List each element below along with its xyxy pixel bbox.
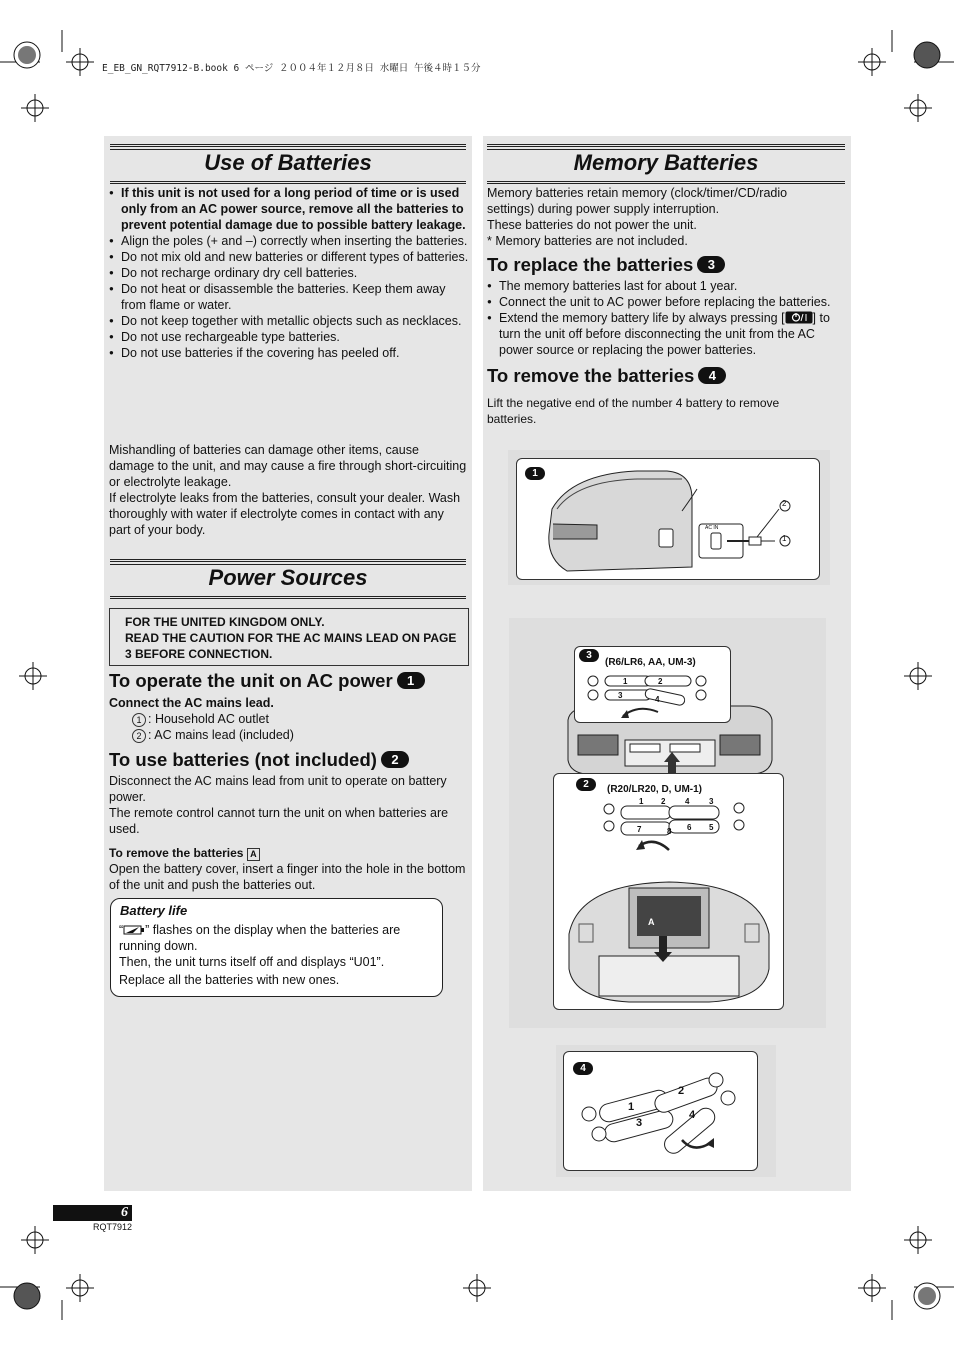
uk-caution-box <box>109 608 469 666</box>
list-item: ● Do not keep together with metallic objects such as necklaces. <box>109 313 469 329</box>
ac-sub: Connect the AC mains lead. <box>109 696 274 710</box>
memory-intro-3: * Memory batteries are not included. <box>487 234 688 248</box>
list-item: ● Do not recharge ordinary dry cell batteries. <box>109 265 469 281</box>
replace-heading-text: To replace the batteries <box>487 254 694 275</box>
battery-low-icon <box>123 925 145 935</box>
battery-life-title: Battery life <box>120 903 188 918</box>
step-badge: 4 <box>698 367 726 384</box>
svg-text:2: 2 <box>661 797 666 806</box>
use-of-batteries-title: Use of Batteries <box>110 144 466 184</box>
battery-life-text-1b: ” flashes on the display when the batteries are running down. <box>119 923 401 953</box>
ac-item-2 <box>132 727 294 743</box>
remove-batteries-text: Open the battery cover, insert a finger into the hole in the bottom of the unit and push the batteries out. <box>109 862 466 892</box>
bullet-3a: Extend the memory battery life by always pressing [ <box>499 311 785 325</box>
page-number: 6 <box>53 1205 132 1221</box>
figure-1-box <box>516 458 820 580</box>
svg-text:1: 1 <box>639 797 644 806</box>
svg-text:6: 6 <box>687 823 692 832</box>
bullet-3b: ] to turn the unit off before disconnecting the unit from the AC power source or replacing the power batteries. <box>499 311 830 357</box>
memory-batteries-title: Memory Batteries <box>487 144 845 184</box>
figure-tag: 2 <box>576 778 596 791</box>
ac-power-heading <box>109 670 425 692</box>
battery-life-text-1 <box>119 922 437 954</box>
circled-number: 1 <box>132 713 146 727</box>
unit-side-illustration <box>517 459 819 579</box>
boxed-letter: A <box>247 848 260 861</box>
svg-text:7: 7 <box>637 825 642 834</box>
memory-intro-1: Memory batteries retain memory (clock/timer/CD/radio settings) during power supply interruption. <box>487 186 788 216</box>
curved-arrow-icon <box>634 836 674 856</box>
remove-heading-text: To remove the batteries <box>487 365 695 386</box>
memory-battery-removal-diagram <box>564 1052 757 1170</box>
caution-line-2: READ THE CAUTION FOR THE AC MAINS LEAD ON PAGE 3 BEFORE CONNECTION. <box>125 631 457 661</box>
svg-text:4: 4 <box>685 797 690 806</box>
figure-tag: 4 <box>573 1062 593 1075</box>
svg-text:8: 8 <box>667 827 672 836</box>
step-badge: 1 <box>397 672 425 689</box>
list-item <box>487 310 847 358</box>
box-a-label: A <box>648 917 655 927</box>
remove-batteries-sub <box>109 845 260 861</box>
figure-tag: 1 <box>525 467 545 480</box>
ac-item-1-text: : Household AC outlet <box>148 712 269 726</box>
svg-text:3: 3 <box>709 797 714 806</box>
remove-sub-text: To remove the batteries <box>109 846 244 860</box>
open-quote: “ <box>119 923 124 937</box>
svg-text:2: 2 <box>678 1085 685 1097</box>
ac-item-1 <box>132 711 269 727</box>
aa-battery-label: (R6/LR6, AA, UM-3) <box>605 657 696 668</box>
use-batteries-heading <box>109 749 409 771</box>
remove-memory-text: Lift the negative end of the number 4 battery to remove batteries. <box>487 396 780 426</box>
battery-life-text-2: Then, the unit turns itself off and displays “U01”. <box>119 955 385 969</box>
svg-text:1: 1 <box>628 1101 635 1113</box>
svg-text:3: 3 <box>636 1117 643 1129</box>
ac-in-label: AC IN <box>705 525 719 531</box>
print-header: E_EB_GN_RQT7912-B.book 6 ページ ２００４年１２月８日 水曜日 午後４時１５分 <box>102 63 481 74</box>
list-item: ● Align the poles (+ and –) correctly when inserting the batteries. <box>109 233 469 249</box>
svg-text:2: 2 <box>658 677 663 686</box>
replace-bullets <box>487 278 847 358</box>
figure-2-box <box>553 773 784 1010</box>
use-batteries-heading-text: To use batteries (not included) <box>109 749 377 770</box>
figure-3-box <box>574 646 731 723</box>
circled-number: 2 <box>132 729 146 743</box>
step-badge: 2 <box>381 751 409 768</box>
power-sources-title: Power Sources <box>110 559 466 599</box>
battery-power-text: Disconnect the AC mains lead from unit to operate on battery power. <box>109 774 447 804</box>
replace-batteries-heading <box>487 254 725 276</box>
model-code: RQT7912 <box>93 1222 133 1232</box>
electrolyte-warning: If electrolyte leaks from the batteries, consult your dealer. Wash thoroughly with water if electrolyte comes in contact with any part of your body. <box>109 491 461 537</box>
mishandling-warning: Mishandling of batteries can damage other items, cause damage to the unit, and may cause a fire through short-circuiting or electrolyte leakage. <box>109 443 467 489</box>
d-battery-label: (R20/LR20, D, UM-1) <box>607 784 703 795</box>
svg-text:3: 3 <box>618 691 623 700</box>
battery-compartment-illustration <box>559 874 779 1004</box>
list-item: ● Do not heat or disassemble the batteries. Keep them away from flame or water. <box>109 281 469 313</box>
memory-intro-2: These batteries do not power the unit. <box>487 218 697 232</box>
remote-text: The remote control cannot turn the unit on when batteries are used. <box>109 806 449 836</box>
figure-tag: 3 <box>579 649 599 662</box>
svg-text:4: 4 <box>655 695 660 704</box>
svg-text:1: 1 <box>623 677 628 686</box>
list-item: ● The memory batteries last for about 1 year. <box>487 278 847 294</box>
svg-text:4: 4 <box>689 1109 696 1121</box>
svg-text:5: 5 <box>709 823 714 832</box>
power-standby-icon <box>785 311 813 324</box>
battery-life-text-3: Replace all the batteries with new ones. <box>119 973 340 987</box>
caution-line-1: FOR THE UNITED KINGDOM ONLY. <box>125 615 325 629</box>
circled-1-label: 1 <box>782 534 787 543</box>
figure-4-box <box>563 1051 758 1171</box>
remove-batteries-heading <box>487 365 726 387</box>
d-battery-diagram <box>599 794 759 854</box>
list-item: ● If this unit is not used for a long period of time or is used only from an AC power source, remove all the batteries to prevent potential damage due to possible battery leakage. <box>109 185 469 233</box>
battery-precautions <box>109 185 469 361</box>
step-badge: 3 <box>697 256 725 273</box>
ac-power-heading-text: To operate the unit on AC power <box>109 670 393 691</box>
list-item: ● Do not use batteries if the covering has peeled off. <box>109 345 469 361</box>
list-item: ● Do not use rechargeable type batteries. <box>109 329 469 345</box>
battery-life-box <box>110 898 443 997</box>
list-item: ● Connect the unit to AC power before replacing the batteries. <box>487 294 847 310</box>
circled-2-label: 2 <box>782 499 787 508</box>
list-item: ● Do not mix old and new batteries or different types of batteries. <box>109 249 469 265</box>
aa-battery-diagram <box>583 674 723 720</box>
ac-item-2-text: : AC mains lead (included) <box>148 728 294 742</box>
